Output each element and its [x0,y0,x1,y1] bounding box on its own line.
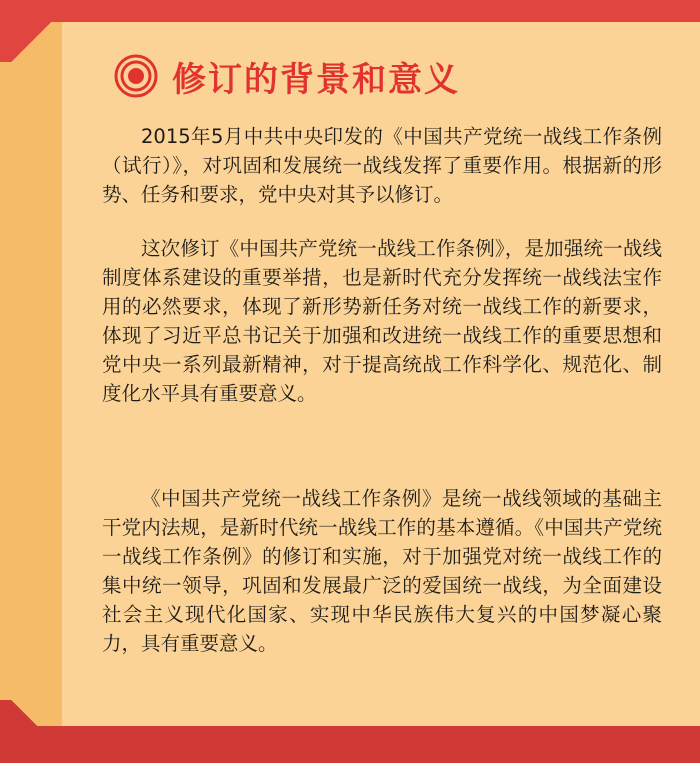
paragraph-text: 2015年5月中共中央印发的《中国共产党统一战线工作条例（试行）》，对巩固和发展统一战线发挥了重要作用。根据新的形势、任务和要求，党中央对其予以修订。 [102,125,662,206]
paragraph-2 [102,234,662,408]
target-icon [114,54,158,98]
section-heading [114,52,460,100]
paragraph-text: 《中国共产党统一战线工作条例》是统一战线领域的基础主干党内法规，是新时代统一战线工作的基本遵循。《中国共产党统一战线工作条例》的修订和实施，对于加强党对统一战线工作的集中统一领导，巩固和发展最广泛的爱国统一战线，为全面建设社会主义现代化国家、实现中华民族伟大复兴的中国梦凝心聚力，具有重要意义。 [102,487,662,655]
top-red-band [0,0,700,22]
paragraph-3 [102,484,662,658]
panel-left-bevel-top [0,22,62,62]
panel-left-bevel [0,22,62,726]
section-title: 修订的背景和意义 [172,59,460,100]
paragraph-1 [102,122,662,209]
paragraph-text: 这次修订《中国共产党统一战线工作条例》，是加强统一战线制度体系建设的重要举措，也是新时代充分发挥统一战线法宝作用的必然要求，体现了新形势新任务对统一战线工作的新要求，体现了习近平总书记关于加强和改进统一战线工作的重要思想和党中央一系列最新精神，对于提高统战工作科学化、规范化、制度化水平具有重要意义。 [102,237,662,405]
bottom-red-band [0,726,700,763]
